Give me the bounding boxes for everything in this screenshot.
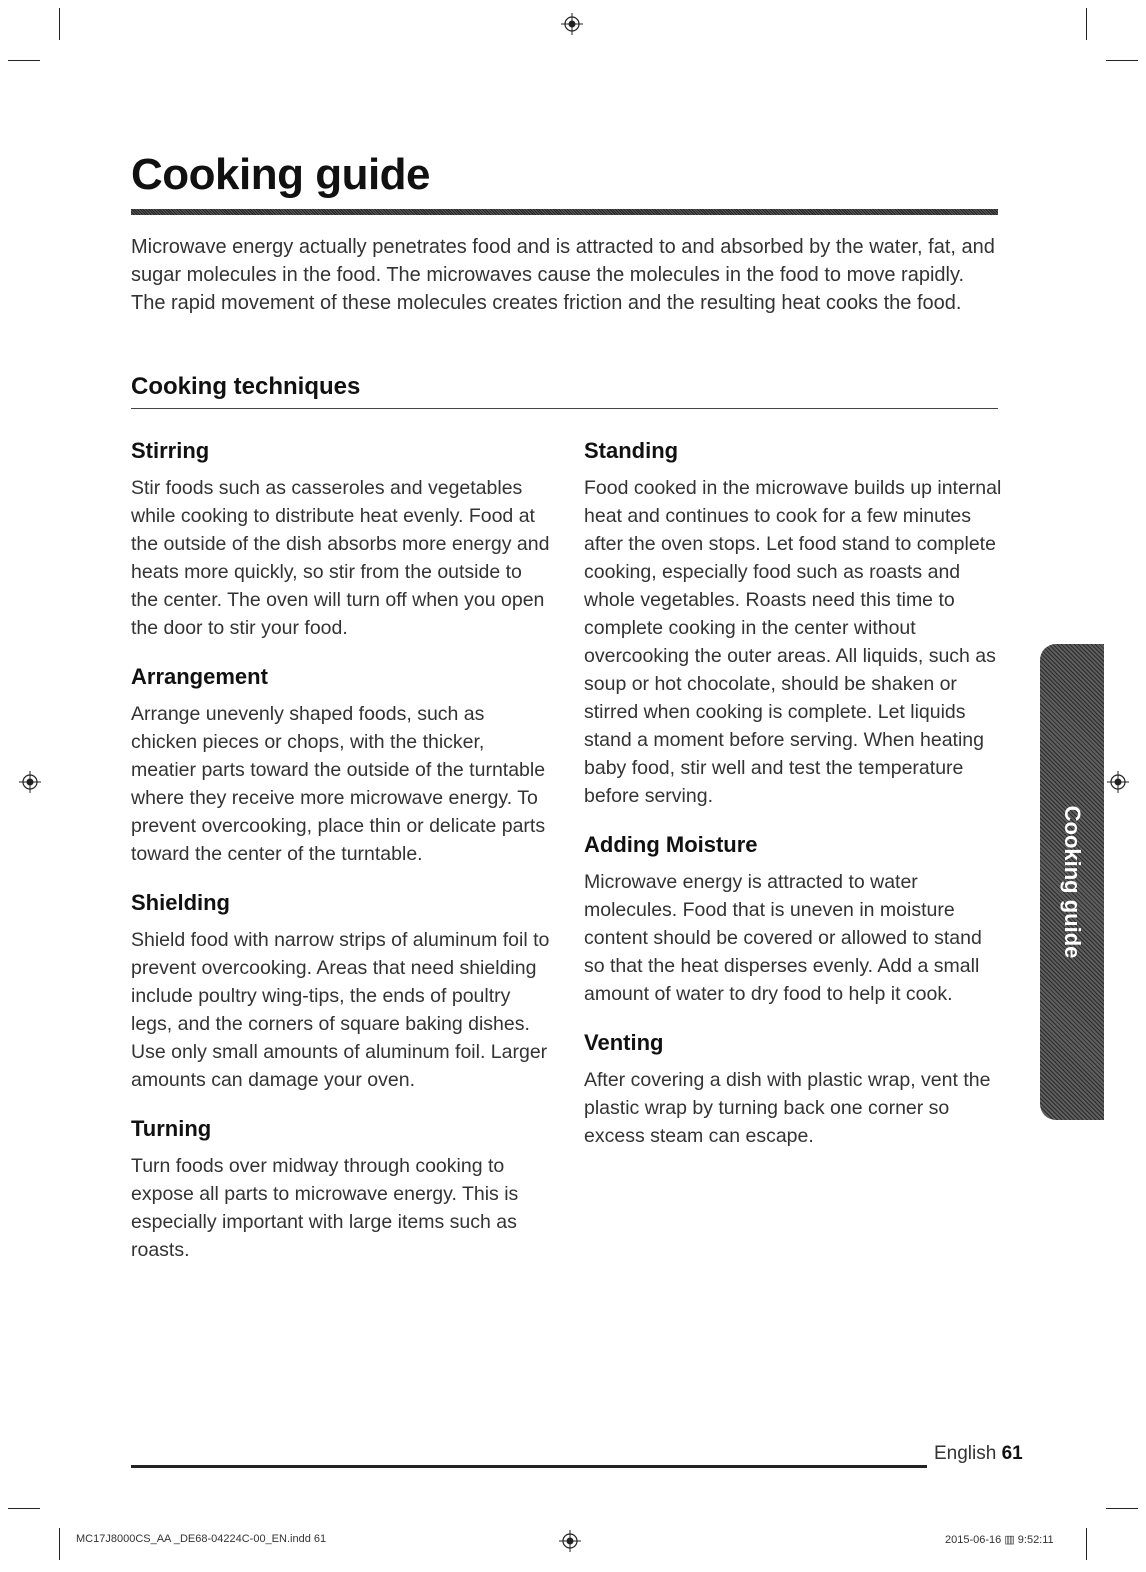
page-title: Cooking guide [131,150,431,199]
crop-mark [8,60,40,61]
technique-stirring [131,436,551,642]
technique-heading: Arrangement [131,664,268,689]
technique-heading: Shielding [131,890,230,915]
technique-standing [584,436,1004,810]
left-column [131,436,551,1284]
technique-body: Food cooked in the microwave builds up internal heat and continues to cook for a few minutes after the oven stops. Let food stand to complete cooking, especially food such as roasts and whole vegetables. Roasts need this time to complete cooking in the center without overcooking the outer areas. All liquids, such as soup or hot chocolate, should be shaken or stirred when cooking is complete. Let liquids stand a moment before serving. When heating baby food, stir well and test the temperature before serving. [584,477,1002,807]
right-column [584,436,1004,1170]
footer-language: English [934,1443,997,1464]
crop-mark [1106,60,1138,61]
crop-mark [59,8,60,40]
footer-rule [131,1465,927,1468]
print-slug-file: MC17J8000CS_AA _DE68-04224C-00_EN.indd 61 [76,1533,327,1545]
technique-heading: Stirring [131,438,210,463]
registration-mark-icon [559,1530,581,1552]
technique-adding-moisture [584,830,1004,1008]
chapter-side-tab [1040,644,1104,1120]
technique-turning [131,1114,551,1264]
chapter-side-tab-label: Cooking guide [1060,805,1085,959]
technique-body: Stir foods such as casseroles and vegetables while cooking to distribute heat evenly. Food at the outside of the dish absorbs more energy and heats more quickly, so stir from the outside to the center. The oven will turn off when you open the door to stir your food. [131,477,550,639]
section-heading: Cooking techniques [131,373,361,400]
crop-mark [59,1528,60,1560]
technique-shielding [131,888,551,1094]
technique-heading: Adding Moisture [584,832,758,857]
footer-page-number: 61 [1001,1443,1023,1464]
technique-venting [584,1028,1004,1150]
print-slug-timestamp: 2015-06-16 ▥ 9:52:11 [945,1534,1054,1546]
technique-body: Microwave energy is attracted to water molecules. Food that is uneven in moisture content should be covered or allowed to stand so that the heat disperses evenly. Add a small amount of water to dry food to help it cook. [584,871,982,1005]
technique-arrangement [131,662,551,868]
technique-body: Turn foods over midway through cooking to expose all parts to microwave energy. This is especially important with large items such as roasts. [131,1155,519,1261]
technique-body: After covering a dish with plastic wrap, vent the plastic wrap by turning back one corner so excess steam can escape. [584,1069,991,1147]
crop-mark [8,1508,40,1509]
technique-body: Shield food with narrow strips of aluminum foil to prevent overcooking. Areas that need shielding include poultry wing-tips, the ends of poultry legs, and the corners of square baking dishes. Use only small amounts of aluminum foil. Larger amounts can damage your oven. [131,929,550,1091]
registration-mark-icon [561,13,583,35]
crop-mark [1086,8,1087,40]
technique-body: Arrange unevenly shaped foods, such as chicken pieces or chops, with the thicker, meatier parts toward the outside of the turntable where they receive more microwave energy. To prevent overcooking, place thin or delicate parts toward the center of the turntable. [131,703,546,865]
technique-heading: Turning [131,1116,212,1141]
registration-mark-icon [19,771,41,793]
crop-mark [1106,1508,1138,1509]
registration-mark-icon [1107,771,1129,793]
technique-heading: Standing [584,438,679,463]
intro-paragraph: Microwave energy actually penetrates food and is attracted to and absorbed by the water, fat, and sugar molecules in the food. The microwaves cause the molecules in the food to move rapidly. The rapid movement of these molecules creates friction and the resulting heat cooks the food. [131,236,995,314]
crop-mark [1086,1528,1087,1560]
title-underline [131,209,998,215]
section-divider [131,408,998,409]
technique-heading: Venting [584,1030,664,1055]
footer-page-label [934,1443,1023,1465]
